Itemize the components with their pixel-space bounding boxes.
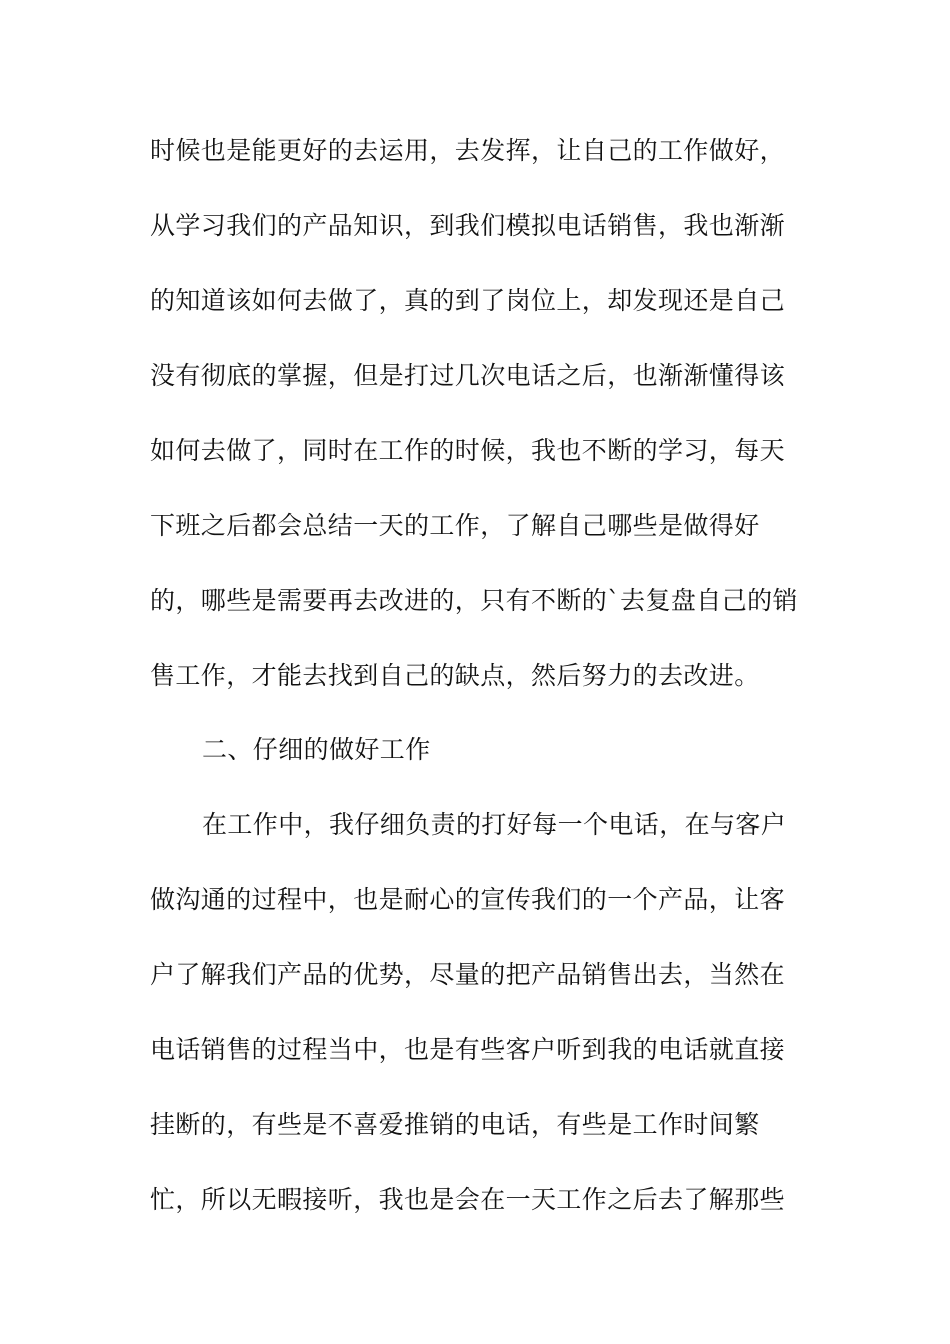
text-line: 的知道该如何去做了，真的到了岗位上，却发现还是自己 [150, 286, 786, 315]
text-line: 下班之后都会总结一天的工作，了解自己哪些是做得好 [150, 511, 760, 540]
section-heading: 二、仔细的做好工作 [202, 735, 431, 764]
text-line: 的，哪些是需要再去改进的，只有不断的`去复盘自己的销 [150, 586, 798, 615]
text-line: 电话销售的过程当中，也是有些客户听到我的电话就直接 [150, 1035, 786, 1064]
text-line: 挂断的，有些是不喜爱推销的电话，有些是工作时间繁 [150, 1110, 760, 1139]
text-line: 售工作，才能去找到自己的缺点，然后努力的去改进。 [150, 661, 760, 690]
text-line: 忙，所以无暇接听，我也是会在一天工作之后去了解那些 [150, 1185, 786, 1214]
text-line: 从学习我们的产品知识，到我们模拟电话销售，我也渐渐 [150, 211, 786, 240]
text-line: 如何去做了，同时在工作的时候，我也不断的学习，每天 [150, 436, 786, 465]
text-line: 时候也是能更好的去运用，去发挥，让自己的工作做好， [150, 136, 786, 165]
paragraph-first-line: 在工作中，我仔细负责的打好每一个电话，在与客户 [202, 810, 787, 839]
text-line: 户了解我们产品的优势，尽量的把产品销售出去，当然在 [150, 960, 786, 989]
text-line: 做沟通的过程中，也是耐心的宣传我们的一个产品，让客 [150, 885, 786, 914]
text-line: 没有彻底的掌握，但是打过几次电话之后，也渐渐懂得该 [150, 361, 786, 390]
